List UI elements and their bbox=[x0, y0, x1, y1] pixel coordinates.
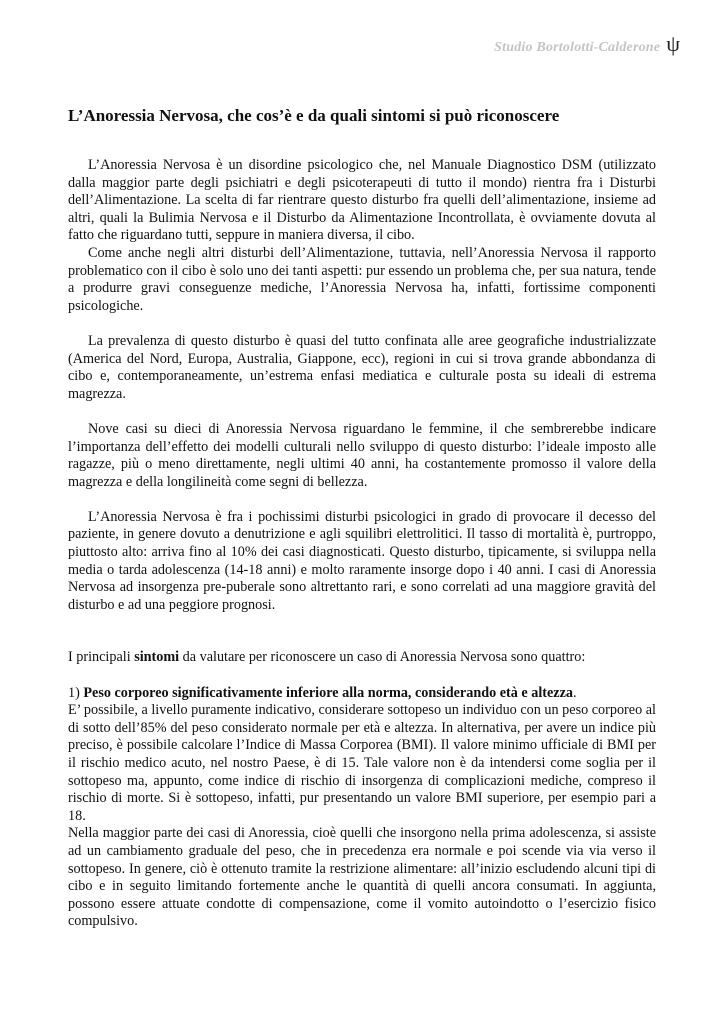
paragraph-gender: Nove casi su dieci di Anoressia Nervosa riguardano le femmine, il che sembrerebbe indicare l’importanza dell’effetto dei modelli culturali nello sviluppo di questo disturbo: l’ideale imposto alle ragazze, più o meno direttamente, negli ultimi 40 anni, ha costantemente promosso il valore della magrezza e della longilineità come segni di bellezza. bbox=[68, 420, 656, 490]
studio-name: Studio Bortolotti-Calderone bbox=[494, 40, 661, 55]
symptom-1-text-continued: Nella maggior parte dei casi di Anoressia, cioè quelli che insorgono nella prima adolescenza, si assiste ad un cambiamento graduale del peso, che in precedenza era normale e poi scende via via verso il sottopeso. In genere, ciò è ottenuto tramite la restrizione alimentare: all’inizio escludendo alcuni tipi di cibo e in seguito limitando fortemente anche le quantità di quelli ancora consumati. In aggiunta, possono essere attuate condotte di compensazione, come il vomito autoindotto o l’esercizio fisico compulsivo. bbox=[68, 825, 656, 930]
document-body bbox=[68, 157, 656, 931]
symptoms-keyword: sintomi bbox=[134, 649, 180, 666]
paragraph-definition: L’Anoressia Nervosa è un disordine psicologico che, nel Manuale Diagnostico DSM (utilizzato dalla maggior parte degli psichiatri e degli psicoterapeuti di tutto il mondo) rientra fra i Disturbi dell’Alimentazione. La scelta di far rientrare questo disturbo fra quelli dell’alimentazione, insieme ad altri, quali la Bulimia Nervosa e il Disturbo da Alimentazione Incontrollata, è ovviamente dovuta al fatto che riguardano tutti, seppure in maniera diversa, il cibo. bbox=[68, 157, 656, 244]
symptoms-intro: I principali sintomi da valutare per riconoscere un caso di Anoressia Nervosa sono quattro: bbox=[68, 649, 586, 666]
paragraph-psychological: Come anche negli altri disturbi dell’Alimentazione, tuttavia, nell’Anoressia Nervosa il rapporto problematico con il cibo è solo uno dei tanti aspetti: pur essendo un problema che, per sua natura, tende a produrre gravi conseguenze mediche, l’Anoressia Nervosa ha, infatti, fortissime componenti psicologiche. bbox=[68, 244, 656, 314]
psi-logo-icon: ψ bbox=[666, 31, 680, 56]
symptom-1-text: E’ possibile, a livello puramente indicativo, considerare sottopeso un individuo con un peso corporeo al di sotto dell’85% del peso considerato normale per età e altezza. In alternativa, per avere un indice più preciso, è possibile calcolare l’Indice di Massa Corporea (BMI). Il valore minimo ufficiale di BMI per il rischio medico acuto, nel nostro Paese, è di 15. Tale valore non è da intendersi come soglia per il sottopeso ma, appunto, come indice di rischio di insorgenza di complicazioni mediche, compreso il rischio di morte. Si è sottopeso, infatti, pur presentando un valore BMI superiore, per esempio pari a 18. bbox=[68, 702, 656, 824]
symptom-1-heading: 1) Peso corporeo significativamente inferiore alla norma, considerando età e altezza. bbox=[68, 684, 577, 701]
paragraph-mortality: L’Anoressia Nervosa è fra i pochissimi disturbi psicologici in grado di provocare il decesso del paziente, in genere dovuto a denutrizione e agli squilibri elettrolitici. Il tasso di mortalità è, purtroppo, piuttosto alto: arriva fino al 10% dei casi diagnosticati. Questo disturbo, tipicamente, si sviluppa nella media o tarda adolescenza (14-18 anni) e molto raramente insorge dopo i 40 anni. I casi di Anoressia Nervosa ad insorgenza pre-puberale sono altrettanto rari, e sono correlati ad una maggiore gravità del disturbo e ad una peggiore prognosi. bbox=[68, 508, 656, 613]
document-title: L’Anoressia Nervosa, che cos’è e da quali sintomi si può riconoscere bbox=[68, 106, 560, 125]
page-header bbox=[494, 31, 680, 56]
paragraph-prevalence: La prevalenza di questo disturbo è quasi del tutto confinata alle aree geografiche industrializzate (America del Nord, Europa, Australia, Giappone, ecc), regioni in cui si trova grande abbondanza di cibo e, contemporaneamente, un’estrema enfasi mediatica e culturale posta su ideali di estrema magrezza. bbox=[68, 332, 656, 402]
